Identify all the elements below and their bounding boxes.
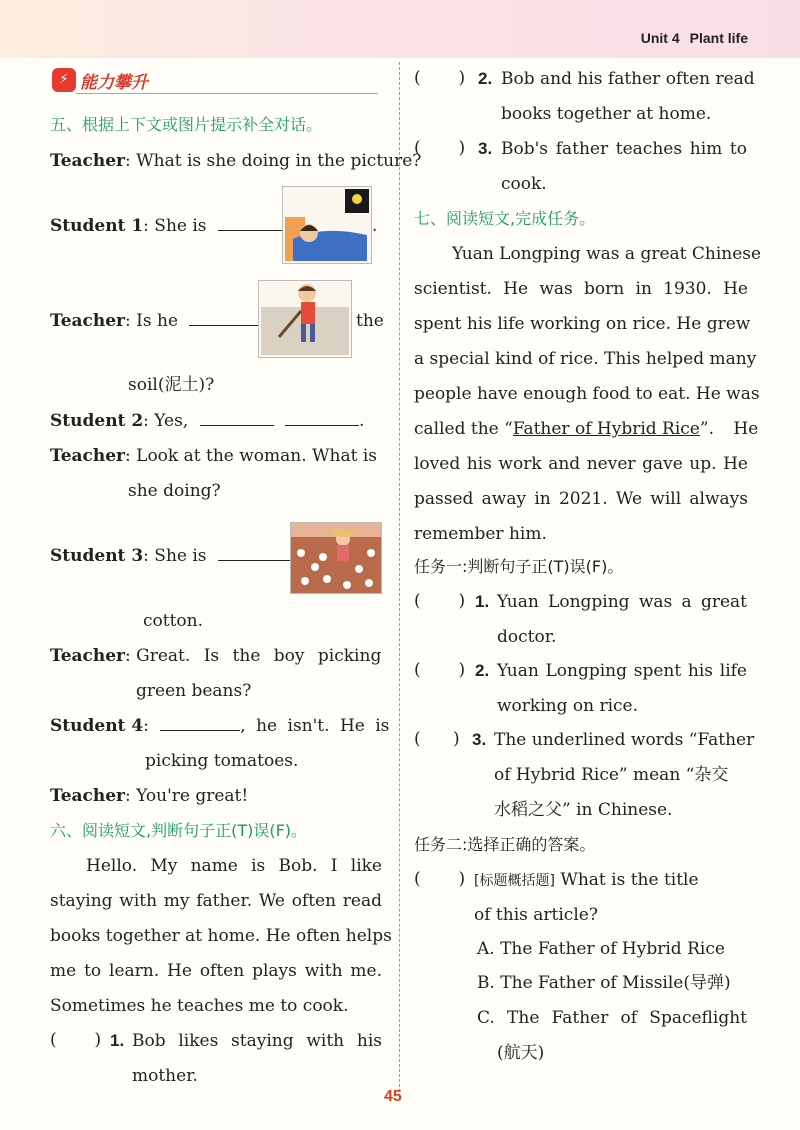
section-7-title: 七、阅读短文,完成任务。 <box>414 209 596 228</box>
header-band <box>0 0 800 58</box>
dialogue-end: . <box>359 411 365 431</box>
speaker: Teacher <box>50 151 126 171</box>
question-number: 1. <box>475 592 490 611</box>
passage-line: Hello. My name is Bob. I like <box>86 856 382 876</box>
dialogue-text: She is <box>154 216 207 236</box>
answer-paren[interactable]: ( ) <box>414 869 466 889</box>
speaker: Teacher <box>50 311 126 331</box>
speaker: Student 4 <box>50 716 144 736</box>
passage-line: loved his work and never gave up. He <box>414 454 748 474</box>
answer-paren[interactable]: ( ) <box>414 729 460 749</box>
unit-header <box>641 30 748 46</box>
woman-picking-cotton-picture <box>290 522 382 594</box>
dialogue-end: . <box>372 216 378 236</box>
question-number: 3. <box>478 139 493 158</box>
dialogue-continuation: picking tomatoes. <box>145 751 299 771</box>
answer-blank[interactable] <box>189 311 263 326</box>
answer-paren[interactable]: ( ) <box>414 660 466 680</box>
question-number: 1. <box>110 1031 125 1050</box>
question-text: Bob's father teaches him to <box>501 139 747 159</box>
dialogue-line-8: Student 4: , he isn't. He is <box>50 716 390 736</box>
dialogue-text: You're great! <box>136 786 249 806</box>
task-2-title: 任务二:选择正确的答案。 <box>414 835 596 854</box>
boy-digging-picture <box>258 280 352 358</box>
question-text: Bob and his father often read <box>501 69 755 89</box>
answer-blank[interactable] <box>285 411 359 426</box>
question-text: working on rice. <box>497 696 639 716</box>
answer-blank[interactable] <box>160 716 240 731</box>
dialogue-text: Great. Is the boy picking <box>136 646 382 666</box>
passage-line: spent his life working on rice. He grew <box>414 314 751 334</box>
question-text: doctor. <box>497 627 557 647</box>
dialogue-line-3: Teacher: Is he <box>50 310 263 332</box>
passage-line: staying with my father. We often read <box>50 891 382 911</box>
option-c[interactable]: C. The Father of Spaceflight <box>477 1008 747 1028</box>
passage-line: scientist. He was born in 1930. He <box>414 279 748 299</box>
question-text: Yuan Longping was a great <box>497 592 747 612</box>
passage-line: books together at home. He often helps <box>50 926 392 946</box>
dialogue-continuation: soil(泥土)? <box>128 375 215 395</box>
question-number: 2. <box>475 661 490 680</box>
option-c-note: (航天) <box>497 1043 545 1063</box>
passage-line: a special kind of rice. This helped many <box>414 349 757 369</box>
passage-text: called the “ <box>414 419 513 439</box>
dialogue-line-6: Student 3: She is <box>50 545 298 567</box>
section-badge-icon: ⚡ <box>52 68 76 92</box>
speaker: Teacher <box>50 446 126 466</box>
passage-line: Yuan Longping was a great Chinese <box>452 244 762 264</box>
dialogue-text: Is he <box>136 311 179 331</box>
question-text: Bob likes staying with his <box>132 1031 382 1051</box>
dialogue-continuation: she doing? <box>128 481 221 501</box>
sleeping-girl-picture <box>282 186 372 264</box>
dialogue-line-9: Teacher: You're great! <box>50 786 249 806</box>
option-a[interactable]: A. The Father of Hybrid Rice <box>477 939 725 959</box>
dialogue-continuation: cotton. <box>143 611 204 631</box>
badge-underline <box>76 93 378 94</box>
unit-topic: Plant life <box>689 30 748 46</box>
speaker: Student 1 <box>50 216 144 236</box>
passage-line: remember him. <box>414 524 547 544</box>
answer-paren[interactable]: ( ) <box>414 591 466 611</box>
speaker: Teacher <box>50 786 126 806</box>
question-text: Yuan Longping spent his life <box>497 661 747 681</box>
dialogue-line-4: Student 2: Yes, . <box>50 411 365 431</box>
section-6-title: 六、阅读短文,判断句子正(T)误(F)。 <box>50 821 308 840</box>
answer-paren[interactable]: ( ) <box>50 1030 102 1050</box>
question-text: The underlined words “Father <box>494 730 755 750</box>
question-type-tag: [标题概括题] <box>474 873 555 889</box>
dialogue-end: the <box>356 311 384 331</box>
section-badge-title: 能力攀升 <box>80 73 148 93</box>
passage-line: passed away in 2021. We will always <box>414 489 748 509</box>
underlined-phrase: Father of Hybrid Rice <box>512 419 700 439</box>
option-b[interactable]: B. The Father of Missile(导弹) <box>477 973 731 993</box>
passage-line: me to learn. He often plays with me. <box>50 961 382 981</box>
page-number: 45 <box>384 1088 402 1105</box>
question-text: What is the title <box>560 870 699 890</box>
dialogue-text: , he isn't. He is <box>240 716 390 736</box>
answer-paren[interactable]: ( ) <box>414 68 466 88</box>
question-text: books together at home. <box>501 104 712 124</box>
speaker: Teacher <box>50 646 126 666</box>
answer-paren[interactable]: ( ) <box>414 138 466 158</box>
passage-line: Sometimes he teaches me to cook. <box>50 996 349 1016</box>
answer-blank[interactable] <box>200 411 274 426</box>
answer-blank[interactable] <box>218 216 292 231</box>
dialogue-continuation: green beans? <box>136 681 252 701</box>
question-number: 3. <box>472 730 487 749</box>
dialogue-line-1: Teacher: What is she doing in the picture? <box>50 151 422 171</box>
dialogue-line-7: Teacher: Great. Is the boy picking <box>50 646 382 666</box>
question-number: 2. <box>478 69 493 88</box>
question-text: of this article? <box>474 905 598 925</box>
question-text: cook. <box>501 174 547 194</box>
passage-line-called <box>414 418 759 440</box>
question-text: 水稻之父” in Chinese. <box>494 800 673 820</box>
mc-question-line <box>474 869 699 892</box>
unit-number: Unit 4 <box>640 30 680 46</box>
speaker: Student 3 <box>50 546 144 566</box>
passage-line: people have enough food to eat. He was <box>414 384 760 404</box>
answer-blank[interactable] <box>218 546 298 561</box>
passage-text: ”. He <box>699 419 759 439</box>
section-5-title: 五、根据上下文或图片提示补全对话。 <box>50 115 323 134</box>
dialogue-text: Yes, <box>154 411 189 431</box>
question-text: mother. <box>132 1066 198 1086</box>
speaker: Student 2 <box>50 411 144 431</box>
dialogue-text: She is <box>154 546 207 566</box>
dialogue-text: What is she doing in the picture? <box>136 151 422 171</box>
task-1-title: 任务一:判断句子正(T)误(F)。 <box>414 557 624 576</box>
dialogue-line-2: Student 1: She is <box>50 215 292 237</box>
column-divider <box>399 62 400 1097</box>
dialogue-line-5: Teacher: Look at the woman. What is <box>50 446 377 466</box>
dialogue-text: Look at the woman. What is <box>136 446 377 466</box>
question-text: of Hybrid Rice” mean “杂交 <box>494 765 729 785</box>
